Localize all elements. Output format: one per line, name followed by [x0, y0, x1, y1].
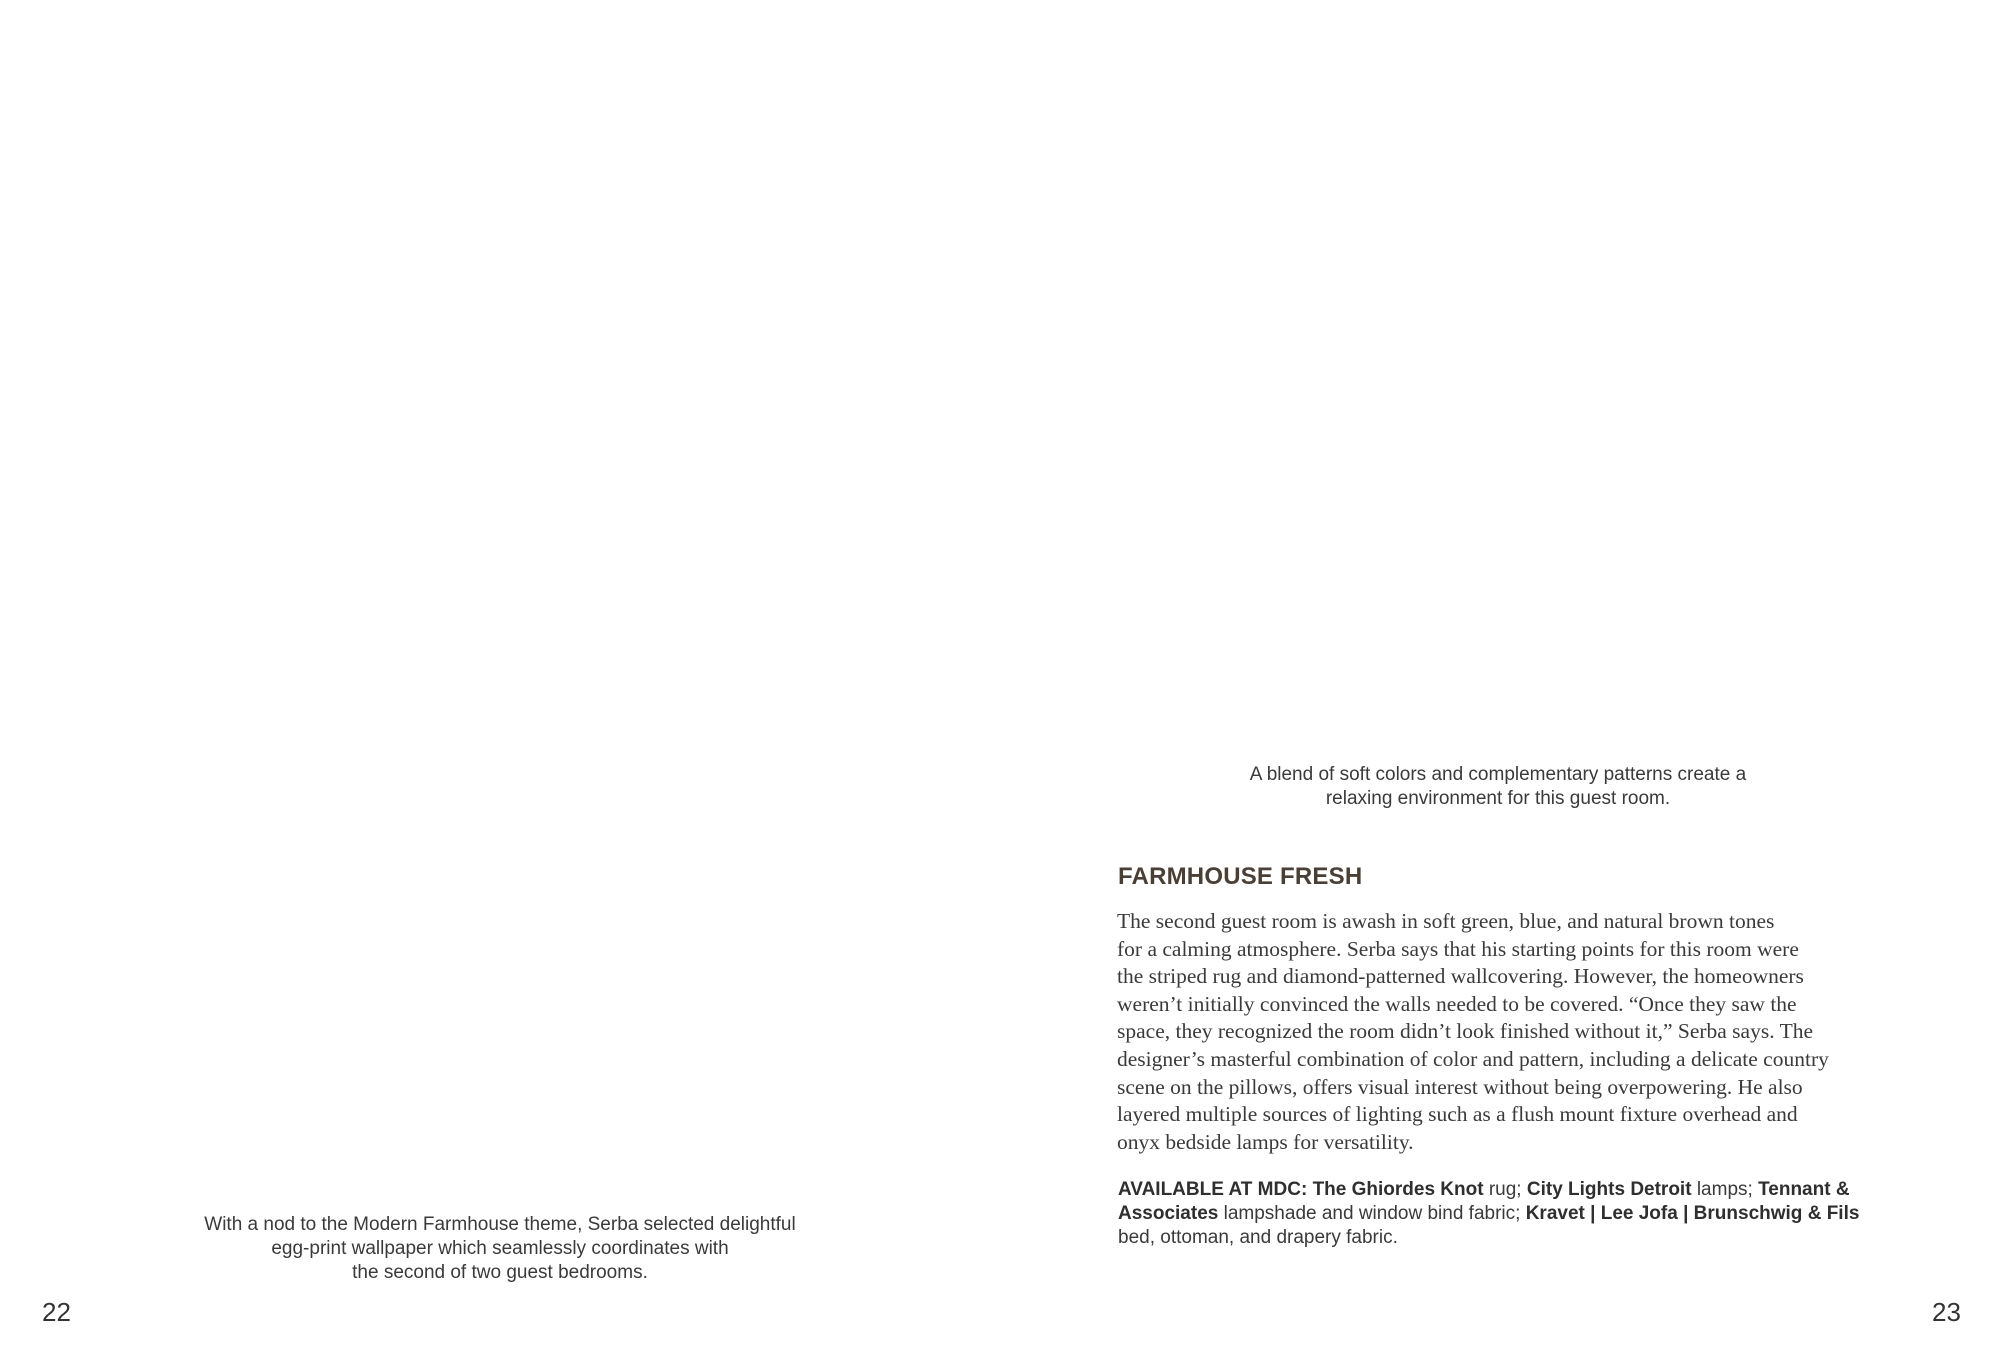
sources-line — [1118, 1202, 1908, 1226]
vendor-item: lamps; — [1691, 1179, 1759, 1200]
body-line: designer’s masterful combination of color and pattern, including a delicate country — [1117, 1046, 1829, 1071]
body-line: The second guest room is awash in soft green, blue, and natural brown tones — [1117, 909, 1775, 933]
vendor-name: The Ghiordes Knot — [1312, 1179, 1484, 1200]
sources-credits — [1118, 1178, 1908, 1250]
caption-line: the second of two guest bedrooms. — [352, 1262, 648, 1283]
body-line: layered multiple sources of lighting such as a flush mount fixture overhead and — [1117, 1102, 1798, 1127]
right-page — [998, 0, 1995, 1350]
caption-line: relaxing environment for this guest room. — [1325, 788, 1671, 809]
vendor-name: Associates — [1118, 1203, 1219, 1224]
body-line: for a calming atmosphere. Serba says that his starting points for this room were — [1117, 936, 1799, 961]
page-number-right: 23 — [1932, 1297, 1961, 1327]
sources-line — [1118, 1178, 1908, 1202]
vendor-item: rug; — [1483, 1179, 1527, 1200]
vendor-name: Tennant & — [1758, 1179, 1850, 1200]
vendor-item: lampshade and window bind fabric; — [1218, 1203, 1526, 1224]
page-number-left: 22 — [42, 1297, 71, 1327]
vendor-name: Kravet | Lee Jofa | Brunschwig & Fils — [1525, 1203, 1860, 1224]
photo-caption-left — [180, 1213, 820, 1285]
vendor-name: City Lights Detroit — [1526, 1179, 1692, 1200]
caption-line: egg-print wallpaper which seamlessly coordinates with — [271, 1238, 729, 1259]
body-line: scene on the pillows, offers visual interest without being overpowering. He also — [1117, 1074, 1803, 1099]
sources-label: AVAILABLE AT MDC: — [1118, 1179, 1308, 1200]
caption-line: With a nod to the Modern Farmhouse theme, Serba selected delightful — [204, 1214, 796, 1235]
body-line: weren’t initially convinced the walls needed to be covered. “Once they saw the — [1117, 991, 1797, 1016]
body-line: the striped rug and diamond-patterned wallcovering. However, the homeowners — [1117, 964, 1804, 989]
photo-caption-right — [1220, 763, 1776, 811]
article-body — [1117, 908, 1897, 1156]
body-line: space, they recognized the room didn’t look finished without it,” Serba says. The — [1117, 1019, 1813, 1044]
body-line: onyx bedside lamps for versatility. — [1117, 1129, 1414, 1154]
sources-line: bed, ottoman, and drapery fabric. — [1118, 1227, 1398, 1248]
caption-line: A blend of soft colors and complementary patterns create a — [1249, 764, 1747, 785]
section-heading: FARMHOUSE FRESH — [1118, 863, 1363, 890]
left-page — [0, 0, 997, 1350]
